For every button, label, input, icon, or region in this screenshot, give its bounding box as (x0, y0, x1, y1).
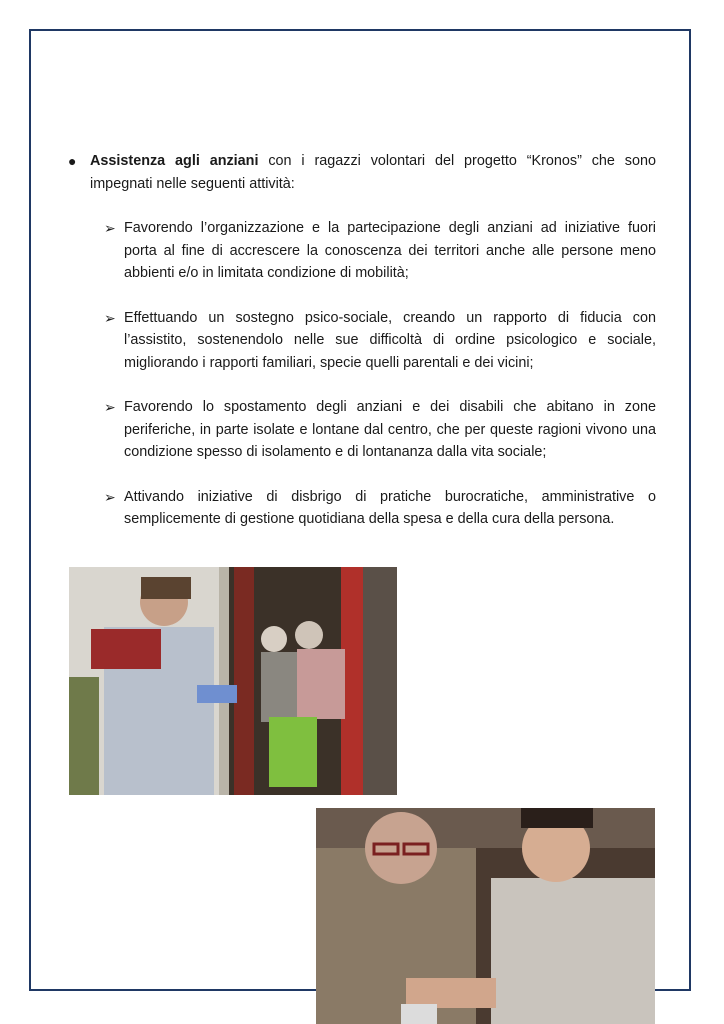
list-item (66, 307, 656, 375)
sub-item-text: Attivando iniziative di disbrigo di pratiche burocratiche, amministrative o semplicemente di gestione quotidiana della spesa e della cura della persona. (124, 488, 656, 527)
arrow-bullet-icon: ➢ (104, 309, 116, 326)
list-item (66, 396, 656, 464)
main-item-title: Assistenza agli anziani (90, 153, 259, 169)
photo-volunteer-delivery (69, 567, 397, 795)
list-item (66, 486, 656, 531)
sub-item-text: Favorendo lo spostamento degli anziani e dei disabili che abitano in zone periferiche, in parte isolate e lontane dal centro, che per queste ragioni vivono una condizione spesso di isolamento e di lontananza dalla vita sociale; (124, 399, 656, 460)
main-item-text: con i ragazzi volontari del progetto “Kronos” che sono impegnati nelle seguenti attività: (90, 153, 656, 192)
sub-item-text: Favorendo l’organizzazione e la partecipazione degli anziani ad iniziative fuori porta al fine di accrescere la conoscenza dei territori anche alle persone meno abbienti e/o in limitata condizione di mobilità; (124, 220, 656, 281)
arrow-bullet-icon: ➢ (104, 399, 116, 415)
list-item-main (66, 150, 656, 195)
photo-volunteer-delivery-illustration (69, 567, 397, 795)
document-body (66, 150, 656, 553)
photo-smartphone-help-illustration (316, 808, 655, 1024)
sub-item-text: Effettuando un sostegno psico-sociale, creando un rapporto di fiducia con l’assistito, sostenendolo nelle sue difficoltà di ordine psicologico e sociale, migliorando i rapporti familiari, specie quelli parentali e dei vicini; (124, 309, 656, 371)
photo-smartphone-help (316, 808, 655, 1024)
sub-list (66, 217, 656, 531)
arrow-bullet-icon: ➢ (104, 220, 116, 236)
list-item (66, 217, 656, 285)
bullet-icon: ● (68, 153, 77, 169)
arrow-bullet-icon: ➢ (104, 488, 116, 505)
